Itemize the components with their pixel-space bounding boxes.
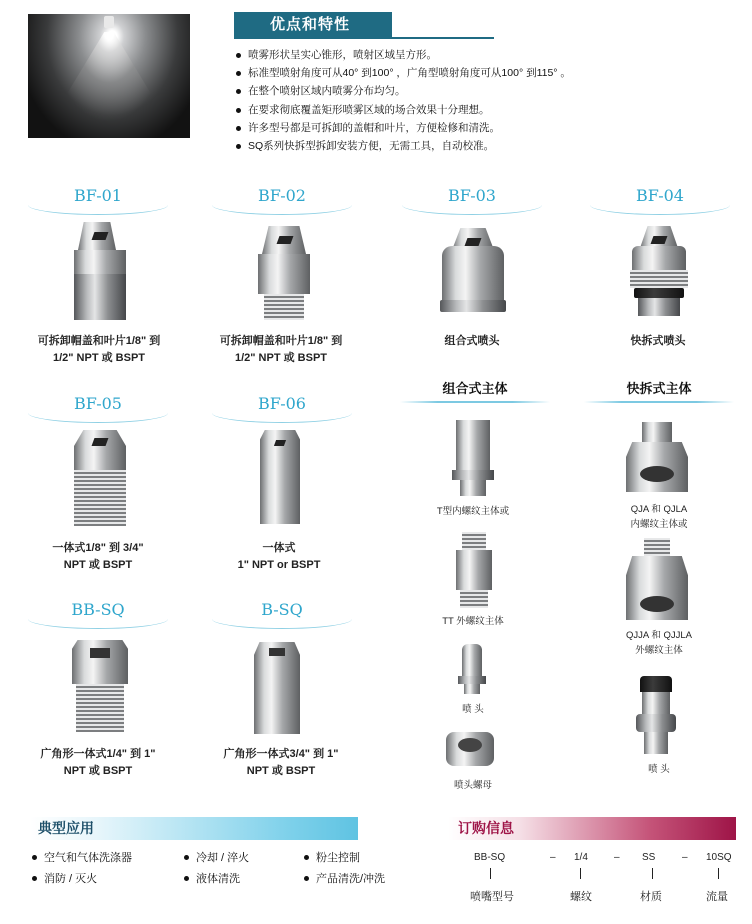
bb-sq-nozzle-image (72, 640, 128, 734)
tt-body-image (454, 532, 494, 608)
applications-heading: 典型应用 (30, 817, 358, 840)
order-label-model: 喷嘴型号 (470, 891, 514, 903)
order-dash: – (614, 852, 620, 863)
t-body-image (452, 420, 494, 496)
application-item: 粉尘控制 (304, 848, 360, 868)
quick-heading-rule (584, 401, 734, 403)
order-tick (718, 868, 719, 879)
quick-part-caption: QJJA 和 QJJLA 外螺纹主体 (626, 630, 692, 656)
product-code: BF-03 (448, 186, 496, 205)
application-item: 空气和气体洗涤器 (32, 848, 132, 868)
ordering-heading: 订购信息 (448, 817, 736, 840)
spray-pattern-photo (28, 14, 190, 138)
application-item: 产品清洗/冲洗 (304, 869, 385, 889)
b-sq-nozzle-image (254, 642, 300, 734)
order-code-material: SS (642, 852, 656, 863)
product-title-curve (28, 413, 168, 423)
application-item: 液体清洗 (184, 869, 240, 889)
order-code-flow: 10SQ (706, 852, 732, 863)
combo-body-heading: 组合式主体 (442, 381, 508, 396)
combo-part-caption: 喷 头 (462, 704, 484, 715)
product-caption: 一体式1/8" 到 3/4" NPT 或 BSPT (52, 542, 144, 571)
product-caption: 广角形一体式1/4" 到 1" NPT 或 BSPT (40, 748, 156, 777)
product-bb-sq (28, 600, 168, 629)
features-heading-rule (234, 37, 494, 39)
order-dash: – (682, 852, 688, 863)
product-code: BF-02 (258, 186, 306, 205)
product-code: BB-SQ (71, 600, 125, 619)
product-bf-04 (590, 186, 730, 215)
bf-04-nozzle-image (628, 226, 690, 318)
bf-01-nozzle-image (68, 222, 132, 322)
order-dash: – (550, 852, 556, 863)
product-code: BF-05 (74, 394, 122, 413)
product-title-curve (402, 205, 542, 215)
product-title-curve (212, 619, 352, 629)
qjja-body-image (626, 538, 688, 620)
bf-05-nozzle-image (68, 430, 132, 528)
application-item: 消防 / 灭火 (32, 869, 97, 889)
quick-part-caption: QJA 和 QJLA 内螺纹主体或 (630, 504, 688, 530)
product-bf-06 (212, 394, 352, 423)
combo-part-caption: T型内螺纹主体或 (436, 506, 510, 517)
feature-item: 标准型喷射角度可从40° 到100° ，广角型喷射角度可从100° 到115° 。 (232, 64, 732, 82)
product-caption: 一体式 1" NPT or BSPT (237, 542, 321, 571)
product-bf-02 (212, 186, 352, 215)
applications-list (32, 848, 412, 892)
product-b-sq (212, 600, 352, 629)
feature-item: 喷雾形状呈实心锥形，喷射区域呈方形。 (232, 46, 732, 64)
bf-03-nozzle-image (440, 228, 506, 314)
order-tick (652, 868, 653, 879)
product-code: BF-01 (74, 186, 122, 205)
order-label-thread: 螺纹 (570, 891, 592, 903)
spray-cone-graphic (50, 32, 168, 122)
combo-heading-rule (400, 401, 550, 403)
bf-02-nozzle-image (254, 226, 316, 322)
combo-part-caption: TT 外螺纹主体 (442, 616, 504, 627)
product-title-curve (590, 205, 730, 215)
product-title-curve (212, 413, 352, 423)
feature-item: SQ系列快拆型拆卸安装方便，无需工具，自动校准。 (232, 137, 732, 155)
feature-item: 在要求彻底覆盖矩形喷雾区域的场合效果十分理想。 (232, 101, 732, 119)
spray-tip-image (458, 644, 486, 696)
product-title-curve (212, 205, 352, 215)
product-caption: 广角形一体式3/4" 到 1" NPT 或 BSPT (223, 748, 339, 777)
features-heading: 优点和特性 (234, 12, 392, 37)
qja-body-image (626, 422, 688, 492)
feature-item: 许多型号都是可拆卸的盖帽和叶片，方便检修和清洗。 (232, 119, 732, 137)
quick-part-caption: 喷 头 (648, 764, 670, 775)
product-caption: 组合式喷头 (444, 335, 500, 347)
features-list (232, 46, 732, 155)
product-caption: 可拆卸帽盖和叶片1/8" 到 1/2" NPT 或 BSPT (37, 335, 161, 364)
product-code: BF-04 (636, 186, 684, 205)
product-title-curve (28, 205, 168, 215)
tip-nut-image (446, 732, 494, 766)
product-code: B-SQ (261, 600, 303, 619)
product-code: BF-06 (258, 394, 306, 413)
order-code-model: BB-SQ (474, 852, 506, 863)
quick-tip-image (636, 676, 676, 754)
quick-body-heading: 快拆式主体 (626, 381, 692, 396)
product-caption: 可拆卸帽盖和叶片1/8" 到 1/2" NPT 或 BSPT (219, 335, 343, 364)
product-caption: 快拆式喷头 (630, 335, 686, 347)
product-bf-03 (402, 186, 542, 215)
order-tick (490, 868, 491, 879)
product-title-curve (28, 619, 168, 629)
combo-part-caption: 喷头螺母 (453, 780, 492, 791)
order-label-flow: 流量 (706, 891, 728, 903)
order-code-thread: 1/4 (574, 852, 588, 863)
order-tick (580, 868, 581, 879)
nozzle-tip-graphic (104, 16, 114, 28)
order-label-material: 材质 (640, 891, 662, 903)
application-item: 冷却 / 淬火 (184, 848, 249, 868)
product-bf-05 (28, 394, 168, 423)
product-bf-01 (28, 186, 168, 215)
feature-item: 在整个喷射区域内喷雾分布均匀。 (232, 82, 732, 100)
bf-06-nozzle-image (260, 430, 300, 524)
